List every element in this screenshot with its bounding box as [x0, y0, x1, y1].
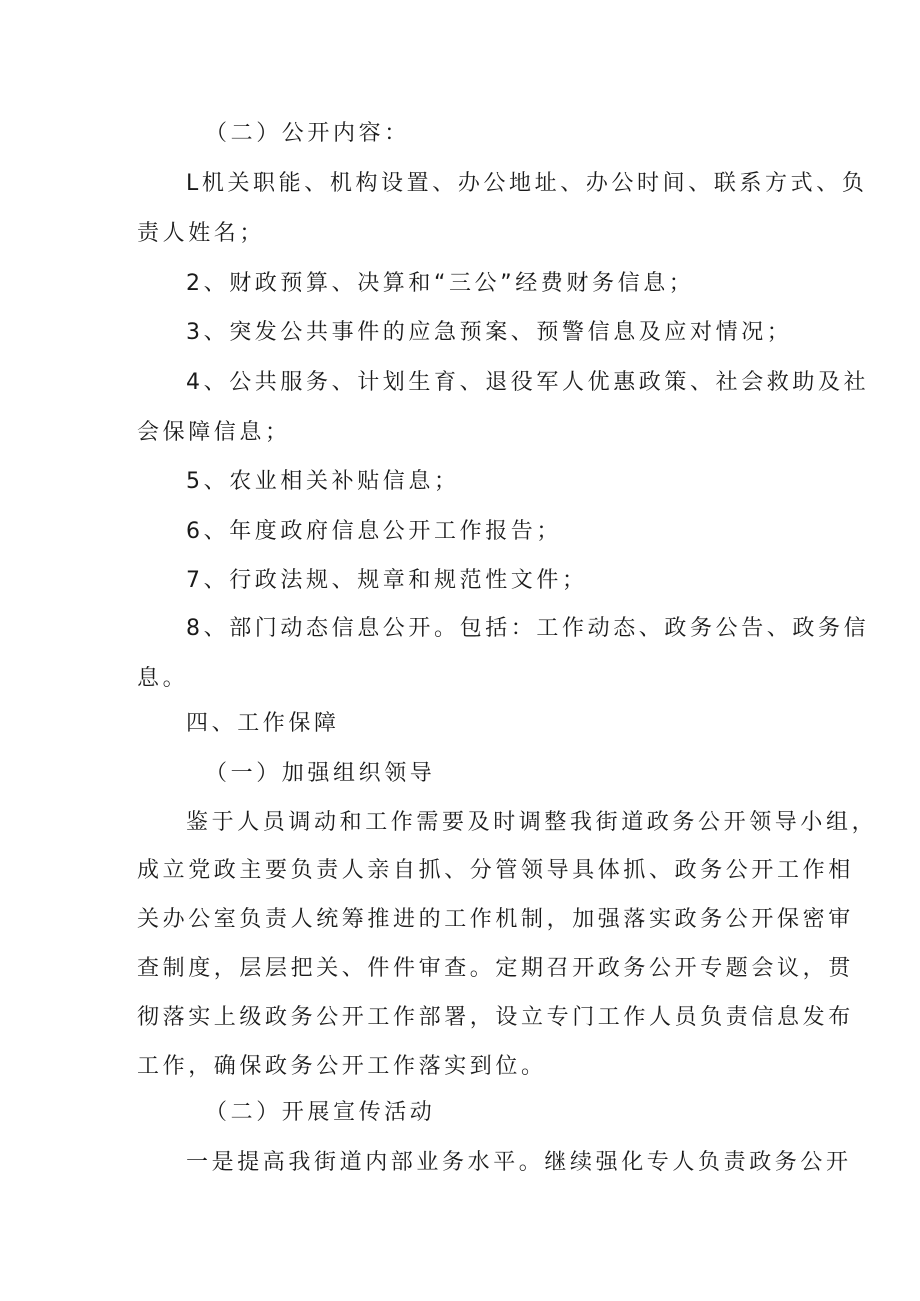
list-item-5: 5、农业相关补贴信息； [186, 469, 460, 494]
paragraph-leadership-line-1: 鉴于人员调动和工作需要及时调整我街道政务公开领导小组， [186, 810, 878, 835]
list-item-8-line-1: 8、部门动态信息公开。包括：工作动态、政务公告、政务信 [186, 616, 870, 641]
list-item-1-line-2: 责人姓名； [137, 221, 266, 246]
paragraph-leadership-line-2: 成立党政主要负责人亲自抓、分管领导具体抓、政务公开工作相 [137, 858, 854, 883]
paragraph-leadership-line-3: 关办公室负责人统筹推进的工作机制，加强落实政务公开保密审 [137, 907, 854, 932]
paragraph-publicity-line-1: 一是提高我街道内部业务水平。继续强化专人负责政务公开 [186, 1150, 852, 1175]
list-item-1-line-1: L机关职能、机构设置、办公地址、办公时间、联系方式、负 [186, 171, 868, 196]
section-heading-disclosure-content: （二）公开内容： [205, 121, 410, 146]
list-item-6: 6、年度政府信息公开工作报告； [186, 519, 562, 544]
section-heading-work-guarantee: 四、工作保障 [186, 711, 340, 736]
list-item-7: 7、行政法规、规章和规范性文件； [186, 568, 588, 593]
subsection-heading-publicity: （二）开展宣传活动 [205, 1100, 436, 1125]
list-item-4-line-2: 会保障信息； [137, 420, 291, 445]
list-item-3: 3、突发公共事件的应急预案、预警信息及应对情况； [186, 320, 793, 345]
list-item-8-line-2: 息。 [137, 666, 189, 691]
list-item-4-line-1: 4、公共服务、计划生育、退役军人优惠政策、社会救助及社 [186, 370, 870, 395]
paragraph-leadership-line-5: 彻落实上级政务公开工作部署，设立专门工作人员负责信息发布 [137, 1005, 854, 1030]
subsection-heading-leadership: （一）加强组织领导 [205, 761, 436, 786]
list-item-2: 2、财政预算、决算和“三公”经费财务信息； [186, 271, 695, 296]
paragraph-leadership-line-6: 工作，确保政务公开工作落实到位。 [137, 1054, 547, 1079]
paragraph-leadership-line-4: 查制度，层层把关、件件审查。定期召开政务公开专题会议，贯 [137, 956, 854, 981]
